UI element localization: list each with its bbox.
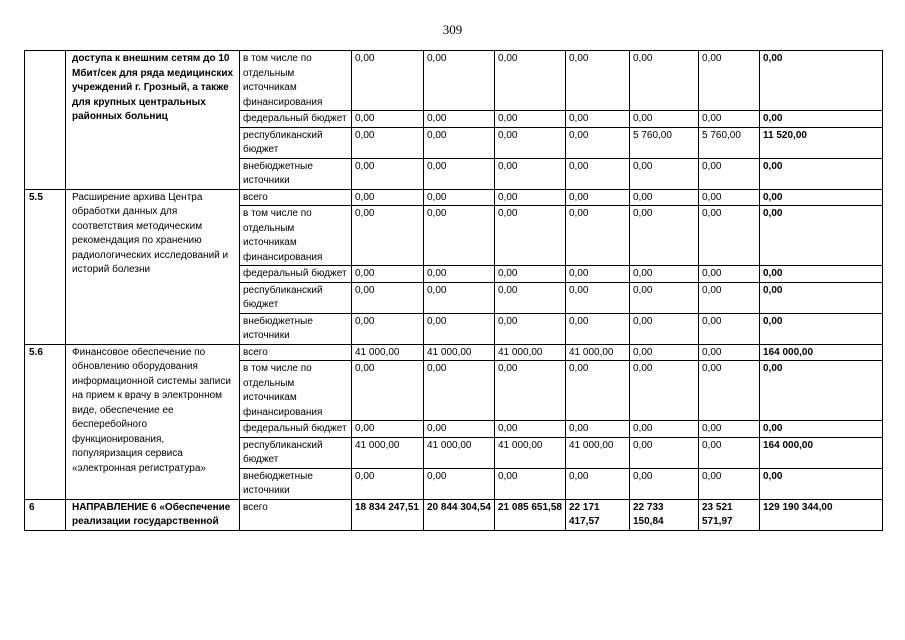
year-value: 0,00 [495, 111, 566, 128]
funding-source: в том числе по отдельным источникам финансирования [240, 206, 352, 266]
year-value: 0,00 [699, 282, 760, 313]
year-value: 0,00 [630, 206, 699, 266]
year-value: 0,00 [699, 313, 760, 344]
year-value: 0,00 [424, 51, 495, 111]
year-value: 0,00 [630, 468, 699, 499]
funding-table [24, 50, 883, 531]
year-value: 0,00 [424, 468, 495, 499]
year-value: 0,00 [424, 421, 495, 438]
year-value: 41 000,00 [352, 344, 424, 361]
year-value: 22 171 417,57 [566, 499, 630, 530]
year-value: 41 000,00 [424, 344, 495, 361]
total-value: 164 000,00 [760, 344, 883, 361]
year-value: 22 733 150,84 [630, 499, 699, 530]
year-value: 0,00 [352, 266, 424, 283]
year-value: 0,00 [352, 111, 424, 128]
item-description: Расширение архива Центра обработки данных для соответствия методическим рекомендация по хранению радиологических исследований и историй болезни [66, 189, 240, 344]
year-value: 0,00 [352, 51, 424, 111]
funding-source: федеральный бюджет [240, 111, 352, 128]
total-value: 0,00 [760, 51, 883, 111]
table-row [25, 51, 883, 111]
year-value: 0,00 [630, 189, 699, 206]
year-value: 0,00 [699, 266, 760, 283]
year-value: 0,00 [352, 421, 424, 438]
funding-source: внебюджетные источники [240, 313, 352, 344]
funding-source: федеральный бюджет [240, 266, 352, 283]
year-value: 0,00 [424, 361, 495, 421]
item-description: НАПРАВЛЕНИЕ 6 «Обеспечение реализации государственной [66, 499, 240, 530]
funding-source: в том числе по отдельным источникам финансирования [240, 51, 352, 111]
year-value: 0,00 [699, 468, 760, 499]
funding-source: внебюджетные источники [240, 158, 352, 189]
year-value: 0,00 [566, 313, 630, 344]
total-value: 0,00 [760, 111, 883, 128]
total-value: 0,00 [760, 282, 883, 313]
year-value: 0,00 [352, 468, 424, 499]
year-value: 0,00 [424, 158, 495, 189]
year-value: 0,00 [699, 51, 760, 111]
year-value: 0,00 [495, 158, 566, 189]
year-value: 0,00 [424, 127, 495, 158]
year-value: 0,00 [630, 158, 699, 189]
total-value: 0,00 [760, 361, 883, 421]
year-value: 0,00 [630, 437, 699, 468]
funding-source: всего [240, 344, 352, 361]
year-value: 0,00 [495, 127, 566, 158]
item-description: Финансовое обеспечение по обновлению оборудования информационной системы записи на прием к врачу в электронном виде, обеспечение ее бесперебойного функционирования, популяризация сервиса «электронная регистратура» [66, 344, 240, 499]
funding-source: всего [240, 189, 352, 206]
year-value: 0,00 [699, 158, 760, 189]
year-value: 0,00 [424, 111, 495, 128]
item-number: 5.5 [25, 189, 66, 344]
total-value: 0,00 [760, 468, 883, 499]
year-value: 0,00 [495, 361, 566, 421]
year-value: 0,00 [630, 313, 699, 344]
year-value: 0,00 [699, 437, 760, 468]
year-value: 0,00 [495, 282, 566, 313]
item-number: 6 [25, 499, 66, 530]
year-value: 0,00 [424, 282, 495, 313]
year-value: 0,00 [566, 206, 630, 266]
year-value: 20 844 304,54 [424, 499, 495, 530]
year-value: 0,00 [566, 421, 630, 438]
year-value: 0,00 [566, 282, 630, 313]
year-value: 0,00 [566, 111, 630, 128]
year-value: 0,00 [424, 266, 495, 283]
total-value: 129 190 344,00 [760, 499, 883, 530]
year-value: 0,00 [352, 361, 424, 421]
year-value: 0,00 [630, 266, 699, 283]
table-row [25, 344, 883, 361]
funding-source: республиканский бюджет [240, 127, 352, 158]
total-value: 0,00 [760, 158, 883, 189]
year-value: 0,00 [630, 111, 699, 128]
year-value: 0,00 [566, 266, 630, 283]
year-value: 41 000,00 [566, 437, 630, 468]
year-value: 0,00 [630, 282, 699, 313]
year-value: 5 760,00 [699, 127, 760, 158]
year-value: 0,00 [495, 206, 566, 266]
funding-source: в том числе по отдельным источникам финансирования [240, 361, 352, 421]
total-value: 0,00 [760, 313, 883, 344]
year-value: 0,00 [630, 421, 699, 438]
year-value: 0,00 [352, 313, 424, 344]
year-value: 41 000,00 [424, 437, 495, 468]
funding-source: республиканский бюджет [240, 282, 352, 313]
year-value: 0,00 [495, 421, 566, 438]
year-value: 0,00 [630, 51, 699, 111]
funding-source: внебюджетные источники [240, 468, 352, 499]
year-value: 0,00 [566, 51, 630, 111]
total-value: 0,00 [760, 421, 883, 438]
year-value: 41 000,00 [352, 437, 424, 468]
year-value: 0,00 [424, 313, 495, 344]
year-value: 0,00 [495, 51, 566, 111]
year-value: 0,00 [630, 344, 699, 361]
total-value: 11 520,00 [760, 127, 883, 158]
year-value: 0,00 [566, 468, 630, 499]
year-value: 0,00 [699, 111, 760, 128]
year-value: 0,00 [699, 189, 760, 206]
table-row [25, 189, 883, 206]
year-value: 0,00 [699, 206, 760, 266]
year-value: 41 000,00 [495, 344, 566, 361]
year-value: 0,00 [495, 189, 566, 206]
year-value: 0,00 [566, 189, 630, 206]
year-value: 0,00 [699, 344, 760, 361]
total-value: 0,00 [760, 206, 883, 266]
year-value: 0,00 [566, 127, 630, 158]
funding-source: всего [240, 499, 352, 530]
year-value: 21 085 651,58 [495, 499, 566, 530]
year-value: 41 000,00 [566, 344, 630, 361]
year-value: 0,00 [630, 361, 699, 421]
total-value: 164 000,00 [760, 437, 883, 468]
year-value: 18 834 247,51 [352, 499, 424, 530]
year-value: 0,00 [352, 206, 424, 266]
year-value: 0,00 [352, 158, 424, 189]
year-value: 0,00 [352, 282, 424, 313]
total-value: 0,00 [760, 266, 883, 283]
year-value: 0,00 [352, 189, 424, 206]
year-value: 0,00 [352, 127, 424, 158]
year-value: 0,00 [424, 189, 495, 206]
year-value: 0,00 [566, 158, 630, 189]
year-value: 23 521 571,97 [699, 499, 760, 530]
year-value: 5 760,00 [630, 127, 699, 158]
year-value: 0,00 [495, 313, 566, 344]
year-value: 0,00 [699, 361, 760, 421]
page-number: 309 [442, 22, 463, 37]
item-number [25, 51, 66, 190]
table-row [25, 499, 883, 530]
year-value: 0,00 [566, 361, 630, 421]
total-value: 0,00 [760, 189, 883, 206]
item-number: 5.6 [25, 344, 66, 499]
year-value: 0,00 [424, 206, 495, 266]
year-value: 41 000,00 [495, 437, 566, 468]
funding-source: республиканский бюджет [240, 437, 352, 468]
funding-source: федеральный бюджет [240, 421, 352, 438]
item-description: доступа к внешним сетям до 10 Мбит/сек для ряда медицинских учреждений г. Грозный, а также для крупных центральных районных больниц [66, 51, 240, 190]
year-value: 0,00 [495, 468, 566, 499]
year-value: 0,00 [699, 421, 760, 438]
year-value: 0,00 [495, 266, 566, 283]
